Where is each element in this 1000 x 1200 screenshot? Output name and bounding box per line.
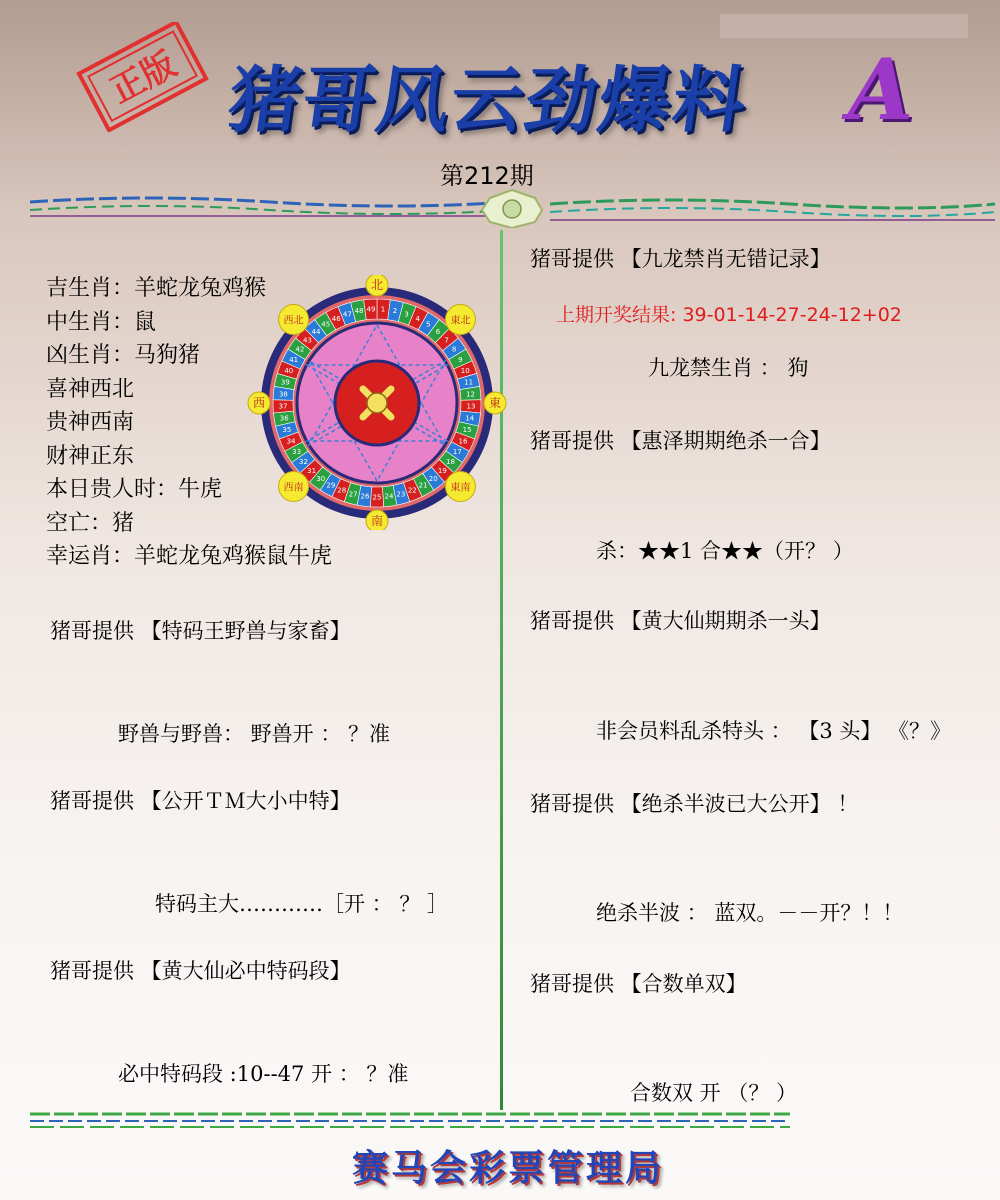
wheel-number: 39 bbox=[280, 378, 290, 387]
wheel-number: 6 bbox=[435, 327, 441, 336]
section-header: 猪哥提供 【惠泽期期绝杀一合】 bbox=[530, 429, 831, 453]
section-body: 必中特码段 :10--47 开 ： ？准 bbox=[118, 1062, 409, 1086]
section-header: 猪哥提供 【公开ＴＭ大小中特】 bbox=[50, 789, 351, 813]
section-body: 非会员料乱杀特头 ： 【3 头】 《？》 bbox=[596, 719, 952, 743]
section-header: 猪哥提供 【合数单双】 bbox=[530, 972, 747, 996]
wheel-number: 43 bbox=[302, 336, 312, 345]
section-header: 猪哥提供 【黄大仙必中特码段】 bbox=[50, 959, 351, 983]
page-title: 猪哥风云劲爆料 bbox=[223, 58, 754, 142]
wheel-number: 37 bbox=[278, 402, 288, 411]
info-line: 空亡：猪 bbox=[46, 510, 135, 536]
authentic-stamp bbox=[68, 22, 218, 132]
wheel-number: 16 bbox=[458, 437, 468, 446]
section-header: 猪哥提供 【特码王野兽与家畜】 bbox=[50, 619, 351, 643]
section-body: 九龙禁生肖 ： 狗 bbox=[648, 356, 809, 380]
wheel-number: 31 bbox=[307, 467, 317, 476]
wheel-number: 32 bbox=[299, 458, 308, 467]
direction-label: 東南 bbox=[450, 482, 471, 494]
wheel-number: 5 bbox=[426, 320, 431, 329]
wheel-number: 26 bbox=[360, 492, 370, 501]
direction-label: 南 bbox=[370, 514, 384, 528]
section-body: 特码主大…………［开 ： ？ ］ bbox=[155, 892, 449, 916]
top-divider bbox=[30, 188, 995, 228]
section-body: 绝杀半波 ： 蓝双。－－开？！！ bbox=[596, 901, 904, 925]
wheel-number: 9 bbox=[458, 356, 463, 365]
footer-organization: 赛马会彩票管理局 bbox=[352, 1148, 665, 1189]
wheel-number: 28 bbox=[337, 486, 347, 495]
info-line: 贵神西南 bbox=[46, 410, 135, 435]
last-draw-result: 上期开奖结果: 39-01-14-27-24-12+02 bbox=[556, 304, 902, 326]
header-grey-bar bbox=[720, 14, 968, 38]
wheel-number: 29 bbox=[326, 481, 336, 490]
wheel-number: 35 bbox=[282, 426, 292, 435]
wheel-number: 48 bbox=[354, 307, 364, 316]
direction-label: 北 bbox=[370, 278, 384, 292]
wheel-number: 49 bbox=[366, 305, 376, 314]
wheel-number: 7 bbox=[444, 336, 449, 345]
wheel-number: 21 bbox=[418, 481, 428, 490]
wheel-number: 23 bbox=[396, 490, 406, 499]
wheel-number: 20 bbox=[428, 474, 438, 483]
stamp-text: 正版 bbox=[104, 44, 183, 112]
section-body: 野兽与野兽： 野兽开 ： ？准 bbox=[118, 722, 391, 746]
info-line: 喜神西北 bbox=[46, 376, 135, 402]
wheel-number: 27 bbox=[348, 490, 358, 499]
info-line: 吉生肖：羊蛇龙兔鸡猴 bbox=[46, 276, 267, 301]
section-body: 合数双 开 （？ ） bbox=[630, 1081, 798, 1105]
issue-number: 第212期 bbox=[440, 162, 534, 190]
direction-label: 西 bbox=[252, 396, 266, 410]
wheel-number: 15 bbox=[462, 426, 472, 435]
wheel-number: 3 bbox=[404, 310, 409, 319]
section-header: 猪哥提供 【绝杀半波已大公开】 ！ bbox=[530, 792, 859, 816]
section-body: 杀：★★1 合★★（开？ ） bbox=[596, 539, 854, 563]
wheel-number: 34 bbox=[286, 437, 296, 446]
wheel-number: 1 bbox=[380, 305, 386, 314]
info-line: 本日贵人时：牛虎 bbox=[46, 477, 223, 502]
wheel-number: 33 bbox=[292, 448, 302, 457]
wheel-number: 17 bbox=[452, 448, 462, 457]
bottom-divider bbox=[30, 1108, 790, 1132]
bagua-emblem-icon bbox=[482, 190, 542, 228]
info-line: 中生肖：鼠 bbox=[46, 309, 157, 335]
info-line: 财神正东 bbox=[46, 443, 135, 469]
direction-label: 西北 bbox=[283, 315, 304, 327]
section-header: 猪哥提供 【黄大仙期期杀一头】 bbox=[530, 609, 831, 633]
wheel-number: 47 bbox=[342, 310, 352, 319]
wheel-number: 42 bbox=[295, 345, 305, 354]
wheel-number: 45 bbox=[321, 320, 331, 329]
wheel-number: 8 bbox=[451, 345, 457, 354]
wheel-hub-icon bbox=[367, 393, 387, 413]
wheel-number: 14 bbox=[465, 414, 475, 423]
edition-letter: A bbox=[848, 40, 914, 139]
wheel-number: 36 bbox=[279, 414, 289, 423]
wheel-number: 40 bbox=[284, 367, 294, 376]
wheel-number: 18 bbox=[446, 458, 455, 467]
wheel-number: 2 bbox=[392, 307, 398, 316]
section-header: 猪哥提供 【九龙禁肖无错记录】 bbox=[530, 247, 831, 271]
direction-label: 東北 bbox=[450, 315, 471, 327]
info-line: 幸运肖：羊蛇龙兔鸡猴鼠牛虎 bbox=[46, 544, 333, 569]
wheel-number: 19 bbox=[437, 467, 447, 476]
wheel-number: 13 bbox=[466, 402, 476, 411]
wheel-number: 30 bbox=[316, 474, 326, 483]
info-line: 凶生肖：马狗猪 bbox=[46, 343, 201, 368]
wheel-number: 41 bbox=[289, 356, 299, 365]
direction-label: 西南 bbox=[283, 482, 304, 494]
wheel-number: 25 bbox=[372, 493, 382, 502]
wheel-number: 11 bbox=[464, 378, 474, 387]
wheel-number: 44 bbox=[311, 327, 321, 336]
wheel-number: 10 bbox=[460, 367, 470, 376]
wheel-number: 38 bbox=[278, 390, 288, 399]
direction-label: 東 bbox=[488, 396, 502, 410]
wheel-number: 24 bbox=[384, 492, 394, 501]
wheel-number: 22 bbox=[407, 486, 417, 495]
fortune-wheel bbox=[245, 275, 510, 530]
wheel-number: 4 bbox=[415, 314, 421, 323]
wheel-number: 46 bbox=[331, 314, 341, 323]
wheel-number: 12 bbox=[466, 390, 476, 399]
